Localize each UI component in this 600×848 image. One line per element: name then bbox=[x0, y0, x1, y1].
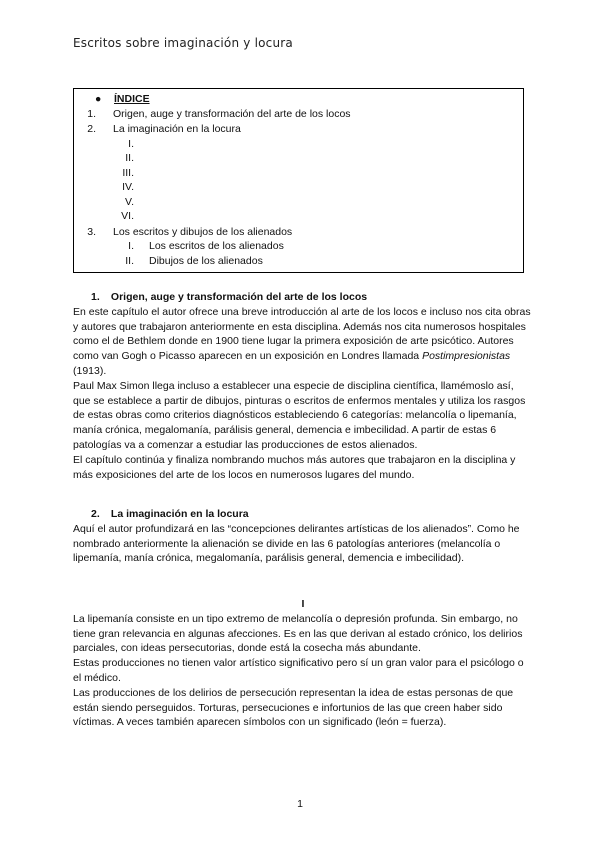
page-number: 1 bbox=[297, 798, 303, 810]
document-header: Escritos sobre imaginación y locura bbox=[73, 36, 293, 50]
toc-subitem-label: Dibujos de los alienados bbox=[149, 255, 263, 267]
italic-title: Postimpresionistas bbox=[422, 350, 511, 363]
toc-item-number: 2. bbox=[87, 123, 96, 135]
paragraph: La lipemanía consiste en un tipo extremo de melancolía o depresión profunda. Sin embargo, no tiene gran relevancia en algunas afecciones. Es en las que derivan al estado crónico, los delirios parciales, con ideas persecutorias, donde está la cosecha más abundante. bbox=[73, 612, 523, 655]
subsection-heading: I bbox=[301, 598, 305, 610]
section-title: La imaginación en la locura bbox=[110, 508, 249, 520]
paragraph: Paul Max Simon llega incluso a establecer una especie de disciplina científica, llamémoslo así, que se establece a partir de dibujos, pinturas o escritos de enfermos mentales y utiliza los rasgos de estas obras como criterios diagnósticos estableciendo 6 categorías: melancolía o lipemanía, manía crónica, megalomanía, parálisis general, demencia e imbecilidad. A partir de estas 6 patologías va a comenzar a estudiar las producciones de estos alienados. bbox=[73, 379, 526, 451]
subsection-1 bbox=[73, 597, 533, 730]
toc-subitem-number: II. bbox=[125, 255, 134, 267]
toc-subitem-number: II. bbox=[125, 152, 134, 164]
section-2 bbox=[73, 507, 533, 566]
paragraph: Aquí el autor profundizará en las “concepciones delirantes artísticas de los alienados”. Como he nombrado anteriormente la alienación se divide en las 6 patologías anteriores (melancolía o lipemanía, manía crónica, megalomanía, parálisis general, demencia e imbecilidad). bbox=[73, 522, 520, 565]
section-title: Origen, auge y transformación del arte de los locos bbox=[110, 291, 368, 303]
paragraph bbox=[73, 305, 533, 379]
toc-subitem-number: I. bbox=[128, 240, 134, 252]
table-of-contents bbox=[73, 88, 524, 273]
toc-subitem-number: III. bbox=[122, 167, 134, 179]
toc-subitem-label: Los escritos de los alienados bbox=[149, 240, 284, 252]
toc-title: ÍNDICE bbox=[114, 93, 150, 105]
toc-subitem-number: I. bbox=[128, 138, 134, 150]
paragraph-text: En este capítulo el autor ofrece una breve introducción al arte de los locos e incluso nos cita obras y autores que trabajaron anteriormente en esta disciplina. Además nos cita numerosos hospitales como el de Bethlem donde en 1900 tiene lugar la primera exposición de arte psicótico. Autores como van Gogh o Picasso aparecen en un exposición en Londres llamada bbox=[73, 305, 531, 363]
toc-item-number: 1. bbox=[87, 108, 96, 120]
section-number: 1. bbox=[91, 291, 100, 303]
section-2-heading bbox=[73, 507, 533, 522]
toc-subitem-number: VI. bbox=[121, 210, 134, 222]
paragraph-text: (1913). bbox=[73, 364, 107, 377]
paragraph: Las producciones de los delirios de persecución representan la idea de estas personas de que están siendo perseguidos. Torturas, persecuciones e infortunios de las que creen haber sido víctimas. A veces también aparecen símbolos con un significado (león = fuerza). bbox=[73, 686, 514, 729]
paragraph: Estas producciones no tienen valor artístico significativo pero sí un gran valor para el psicólogo o el médico. bbox=[73, 657, 524, 684]
toc-subitem-number: V. bbox=[125, 196, 134, 208]
toc-item-label: La imaginación en la locura bbox=[113, 123, 241, 135]
section-1-heading bbox=[73, 290, 533, 305]
toc-item-label: Los escritos y dibujos de los alienados bbox=[113, 226, 293, 238]
toc-subitem-number: IV. bbox=[122, 181, 134, 193]
toc-item-label: Origen, auge y transformación del arte de los locos bbox=[113, 108, 351, 120]
toc-bullet: ● bbox=[95, 93, 102, 105]
section-number: 2. bbox=[91, 508, 100, 520]
paragraph: El capítulo continúa y finaliza nombrando muchos más autores que trabajaron en la disciplina y más exposiciones del arte de los locos en numerosos lugares del mundo. bbox=[73, 453, 516, 481]
toc-item-number: 3. bbox=[87, 226, 96, 238]
section-1 bbox=[73, 290, 533, 482]
